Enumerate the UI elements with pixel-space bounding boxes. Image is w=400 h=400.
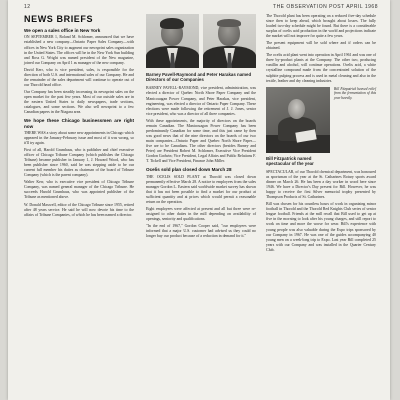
paragraph: SPECTACULAR, of our Thorold chemical department, was honoured as sportsman of the year at the St. Catharines Rotary sports award dinner on March 26. He has been a day worker in wood here since 1946. We have a Director's Day present for Bill. However, he was happy to receive the first Silver memorial trophy presented by Thompson Products of St. Catharines. (266, 170, 376, 200)
paragraph: The ocelis acid plant went into operation in April 1961 and was one of three by-product plants at the Company. The other two, producing vanillin and alcohol, will continue operations. Ocelis acid, a white crystalline compound made from the concentrated solution of the sulphite pulping process and is used in metal cleaning and also in the textile, leather and dry cleaning industries. (266, 53, 376, 83)
photo-row (266, 87, 376, 153)
section-title: NEWS BRIEFS (24, 14, 94, 24)
paragraph: With these appointments, the majority of directors on the boards remain Canadian. The Manicouagan Power Company has been predominantly Canadian for some time, and this just came by then was good news that of the nine directors on the boards of our two main companies—Ontario Paper and Quebec North Shore Paper—five are to be Canadians. The other directors (besides Barney and Peter) are President Robert M. Schlomer, Executive Vice President Gordon Godwin; Vice President, Legal Affairs and Public Relations F. T. Tickell and Vice President, Finance John Miller. (146, 118, 256, 164)
paragraph: ON SEPTEMBER 1, Roland M. Schlomer, announced that we have established a new company—Ontario Paper Sales Company—with offices in New York City to augment our newsprint sales organization in the United States. The offices will be in the New York Sun building and Ross G. Wright was named president of the New magazine, joined our Company on April 1 as manager of the new company. (24, 35, 134, 65)
portrait-photo-left (146, 14, 199, 68)
caption-name: Bill Fitzpatrick named (266, 155, 312, 161)
column-middle (146, 14, 256, 241)
paragraph: Eight employees were affected at present and all but three were re-assigned to other duties in the mill depending on availability of openings, seniority and qualifications. (146, 206, 256, 221)
portrait-photos (146, 14, 256, 68)
paragraph: W. Donald Maxwell, editor of the Chicago Tribune since 1955, retired after 48 years service. He said he will now devote his time to the affairs of Tribune Companies, of which he has been named a director. (24, 202, 134, 217)
caption-line: spectacular of the year (266, 160, 314, 166)
paragraph: THE OCELIS SOLD PLANT at Thorold was closed down permanently effective March 28. A notice to employees from the sales manager Gordon L. Eastern said worldwide market survey has shown that it has not been possible to find a market for our product at sufficient quantity and at prices which would permit a reasonable return on the operation. (146, 174, 256, 204)
paragraph: BARNEY PAVELL-RAYMOND, vice president, administration, was elected a director of Quebec North Shore Paper Company and the Manicouagan Power Company, and Peter Harakas, vice president, engineering, was elected a director of Ontario Paper Company. These elections were made following the retirement of J. J. Jones, senior vice president, who was a director of all three companies. (146, 86, 256, 116)
paragraph: THERE WAS a story about some new appointments in Chicago which appeared in the January-February issue and most of it was wrong, so it'll try again. (24, 130, 134, 146)
headline-sales-office: We open a sales office in New York (24, 28, 101, 33)
paragraph: "In the end of 1967," Gordon Cooper said, "our employees were informed that a major U.S. customer had advised us they could no longer buy our product because of a reduction in demand for it." (146, 223, 256, 239)
headline-ocelis: Ocelis sold plan closed down March 28 (146, 167, 232, 173)
photo-bill-fitzpatrick (266, 87, 330, 153)
photo-caption-line: Directors of our Companies (146, 77, 204, 83)
paragraph: Bill was chosen for his countless hours of work in organizing minor football in Thorold and the Thorold Red Knights Club series of senior league football. Friends at the mill recall that Bill used to get up at five in the morning to look after his young charges, and still report to work on time and more the worse for wear. Bill's experience with young people was also valuable during the Expo trips sponsored by our Company in 1967. He was one of the guides accompanying 40 young men on a week-long trip to Expo. Last year Bill completed 25 years with our Company and was installed in the Quarter Century Club. (266, 202, 376, 252)
magazine-page (8, 0, 390, 400)
portrait-photo-right (203, 14, 256, 68)
page-number: 12 (24, 4, 31, 10)
paragraph: David Kerr, who is vice president, sales, is responsible for the direction of both U.S. and international sales of our Company. He and the remainder of the sales department will continue to operate out of our Thorold head office. (24, 67, 134, 87)
paragraph: Walter Kerr, who is executive vice president of Chicago Tribune Company, was named general manager of the Chicago Tribune. He succeeds Harold Grumhaus, who was appointed publisher of the Tribune as mentioned above. (24, 180, 134, 200)
headline-chicago: We hope these Chicago businessmen are right now (24, 118, 134, 129)
running-head (24, 4, 378, 13)
paragraph: The present equipment will be sold where and if orders can be obtained. (266, 41, 376, 51)
publication-line: THE OBSERVATION POST APRIL 1968 (273, 4, 378, 10)
column-right (266, 14, 376, 255)
paragraph: Our Company has been steadily increasing its newsprint sales on the open market for the past few years. Most of our outside sales are in the eastern United States to daily newspapers, trade sections, catalogues, and some sections. We also sell newsprint to a few Canadian papers in the Niagara area. (24, 89, 134, 115)
photo-side-caption: Bill Fitzpatrick heaved relief from the fermentation of this year heavily. (334, 86, 376, 100)
paragraph: The Thorold plant has been operating on a reduced five-day schedule since then to keep ahead, which brought about losses. The fully loaded two-day schedule might be found. But there is a considerable surplus of ocelis acid production in the world and projections indicate the market will not improve for quite a few years. (266, 14, 376, 39)
photo-caption-name: Barney Pavell-Raymond and Peter Harakas named (146, 72, 252, 77)
column-left (24, 14, 134, 220)
paragraph: First of all, Harold Grumhaus, who is publisher and chief executive officer of Chicago Tribune Company (which publishes the Chicago Tribune) became publisher in January 1, J. Howard Wood, who has been publisher since 1960, said he was stepping aside to be our current full member his duties as chairman of the board of Tribune Company (which is the parent company). (24, 148, 134, 178)
